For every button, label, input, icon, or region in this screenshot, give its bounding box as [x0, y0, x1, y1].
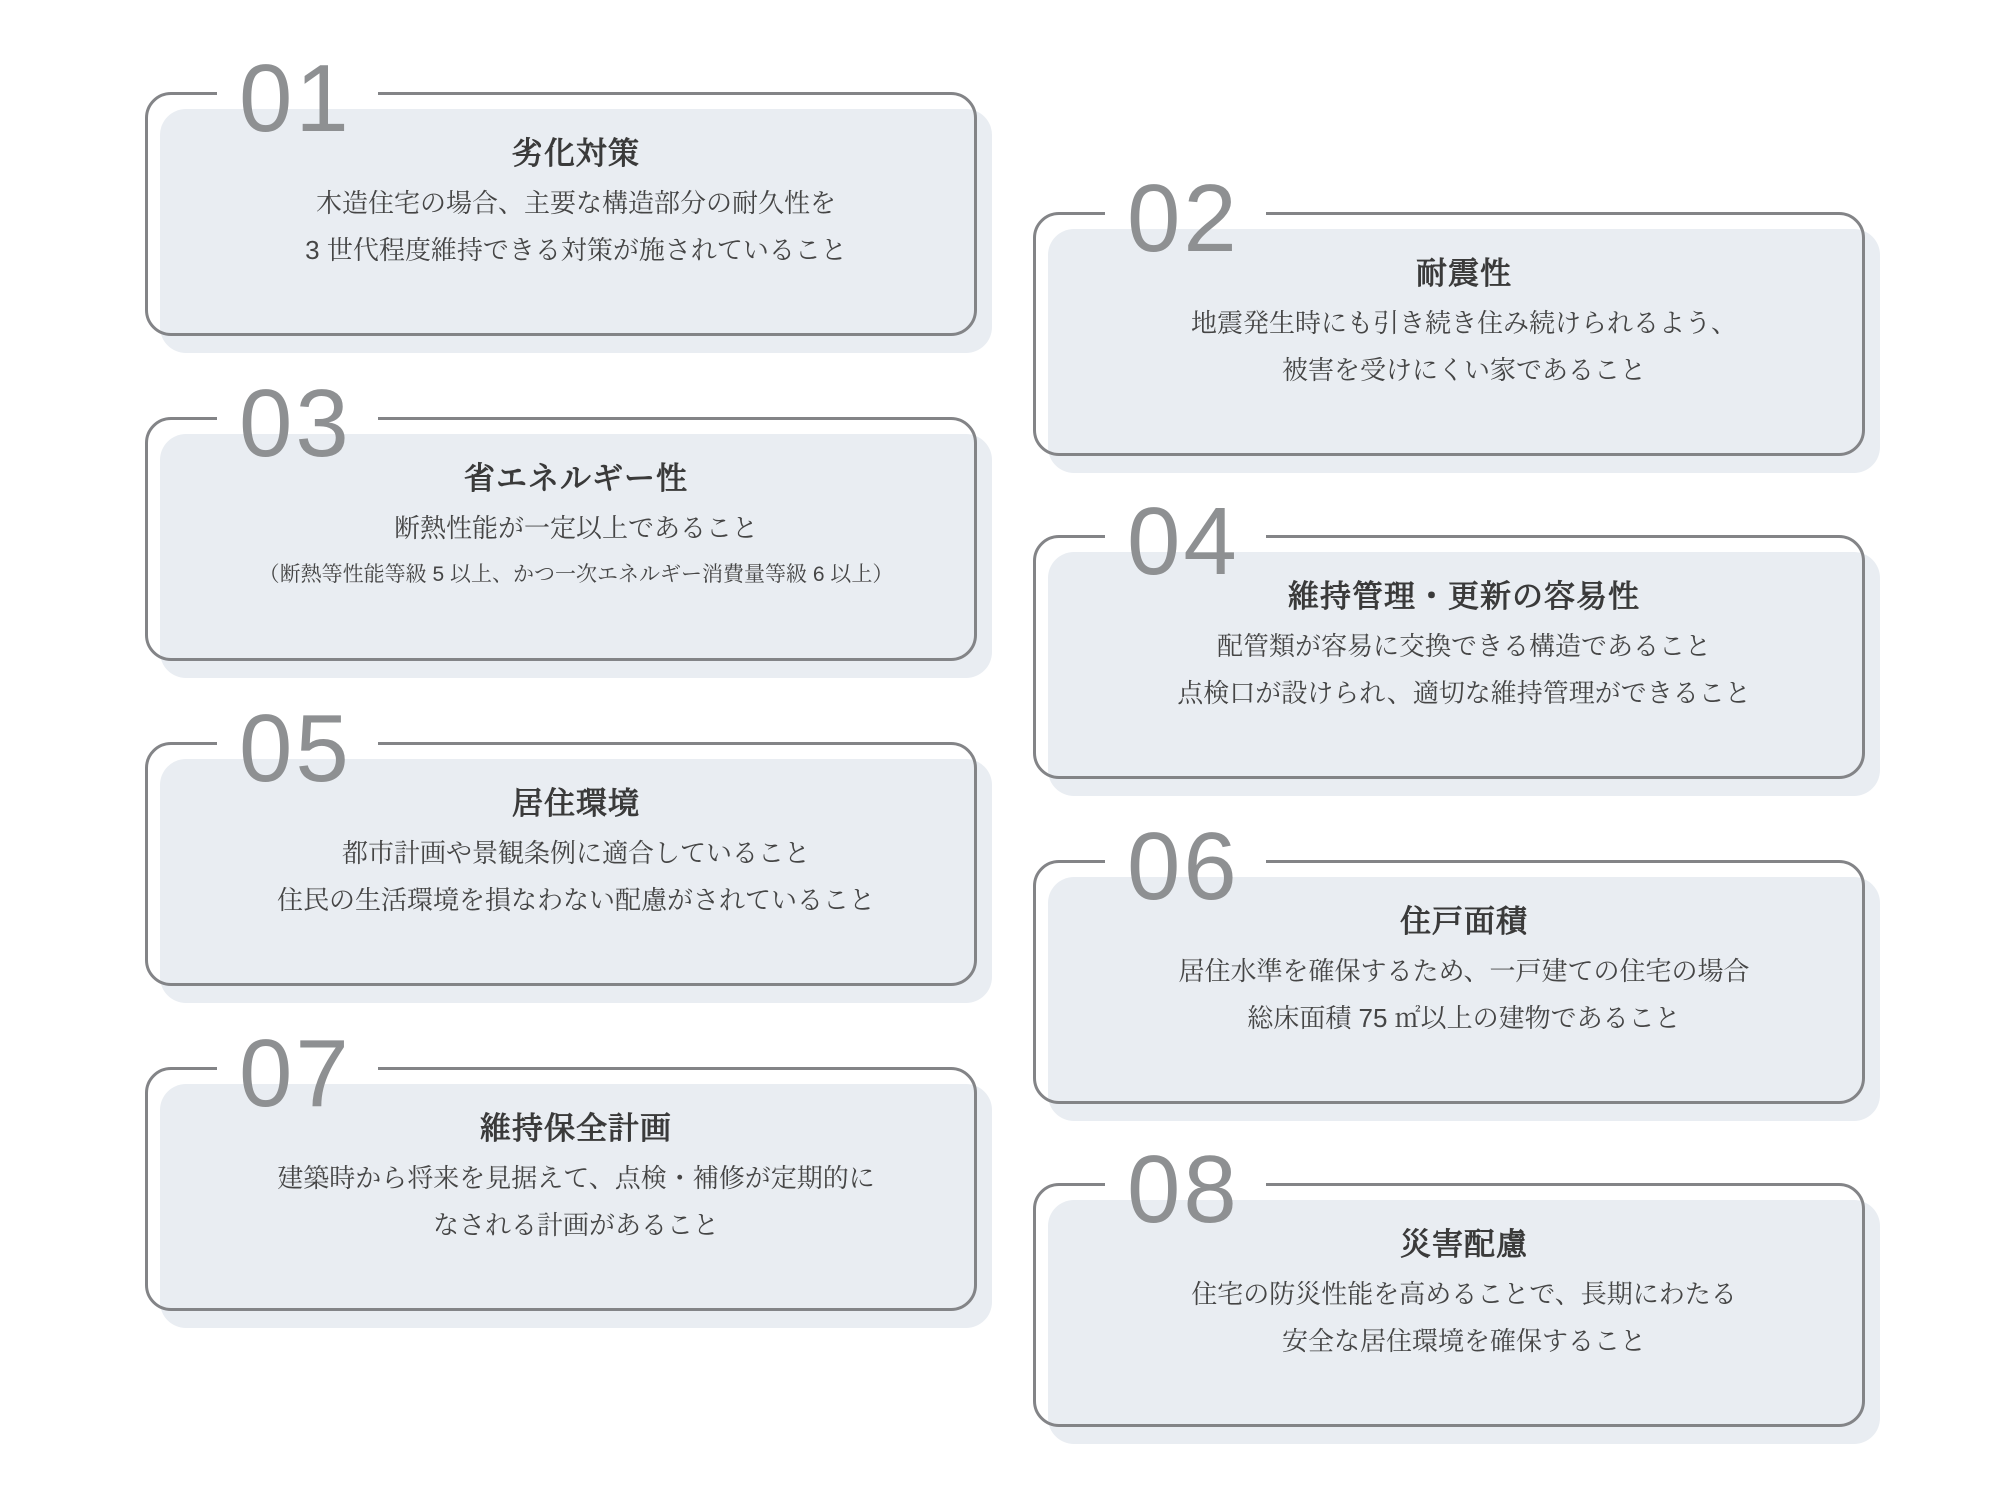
card-description-line: 住民の生活環境を損なわない配慮がされていること: [276, 884, 875, 915]
card-01: [145, 45, 977, 336]
card-number: 01: [217, 51, 378, 147]
card-number: 07: [217, 1026, 378, 1122]
card-description-line: なされる計画があること: [432, 1209, 719, 1240]
card-title: 災害配慮: [1400, 1227, 1528, 1262]
card-description-line: 点検口が設けられ、適切な維持管理ができること: [1177, 677, 1751, 708]
card-description: [277, 830, 875, 924]
card-title: 耐震性: [1416, 256, 1512, 291]
card-description-line: 建築時から将来を見据えて、点検・補修が定期的に: [277, 1163, 875, 1194]
card-description-line: 都市計画や景観条例に適合していること: [341, 838, 810, 869]
card-06: [1033, 813, 1865, 1104]
card-description: [277, 1155, 874, 1249]
card-content: [1048, 1200, 1880, 1444]
card-description: [305, 180, 847, 274]
card-title: 維持管理・更新の容易性: [1288, 579, 1640, 614]
card-03: [145, 370, 977, 661]
card-description: [1179, 948, 1750, 1042]
card-content: [160, 434, 992, 678]
card-02: [1033, 165, 1865, 456]
card-description: [259, 505, 894, 591]
card-description-line: 配管類が容易に交換できる構造であること: [1216, 631, 1711, 662]
card-description-line: 住宅の防災性能を高めることで、長期にわたる: [1191, 1279, 1737, 1310]
card-number: 03: [217, 376, 378, 472]
card-description-line: 地震発生時にも引き続き住み続けられるよう、: [1190, 308, 1737, 339]
card-number: 04: [1105, 494, 1266, 590]
card-05: [145, 695, 977, 986]
card-content: [1048, 229, 1880, 473]
card-description-line: 被害を受けにくい家であること: [1281, 354, 1646, 385]
card-04: [1033, 488, 1865, 779]
card-title: 省エネルギー性: [464, 461, 688, 496]
card-description-line: 安全な居住環境を確保すること: [1281, 1325, 1646, 1356]
card-description: [1191, 1271, 1736, 1365]
card-content: [160, 1084, 992, 1328]
card-07: [145, 1020, 977, 1311]
card-description: [1177, 623, 1751, 717]
card-number: 05: [217, 701, 378, 797]
card-description-line: 3 世代程度維持できる対策が施されていること: [305, 234, 847, 265]
card-content: [1048, 877, 1880, 1121]
card-content: [160, 759, 992, 1003]
card-description-line: 総床面積 75 ㎡以上の建物であること: [1247, 1002, 1681, 1033]
card-title: 居住環境: [512, 786, 640, 821]
card-number: 08: [1105, 1142, 1266, 1238]
card-description: [1191, 300, 1737, 394]
card-08: [1033, 1136, 1865, 1427]
card-content: [160, 109, 992, 353]
card-title: 住戸面積: [1400, 904, 1528, 939]
card-content: [1048, 552, 1880, 796]
card-description-line: （断熱等性能等級 5 以上、かつ一次エネルギー消費量等級 6 以上）: [258, 562, 894, 586]
card-title: 維持保全計画: [480, 1111, 672, 1146]
card-description-line: 木造住宅の場合、主要な構造部分の耐久性を: [315, 188, 836, 219]
card-description-line: 断熱性能が一定以上であること: [393, 513, 758, 544]
card-title: 劣化対策: [512, 136, 640, 171]
card-number: 06: [1105, 819, 1266, 915]
card-number: 02: [1105, 171, 1266, 267]
card-description-line: 居住水準を確保するため、一戸建ての住宅の場合: [1178, 956, 1750, 987]
